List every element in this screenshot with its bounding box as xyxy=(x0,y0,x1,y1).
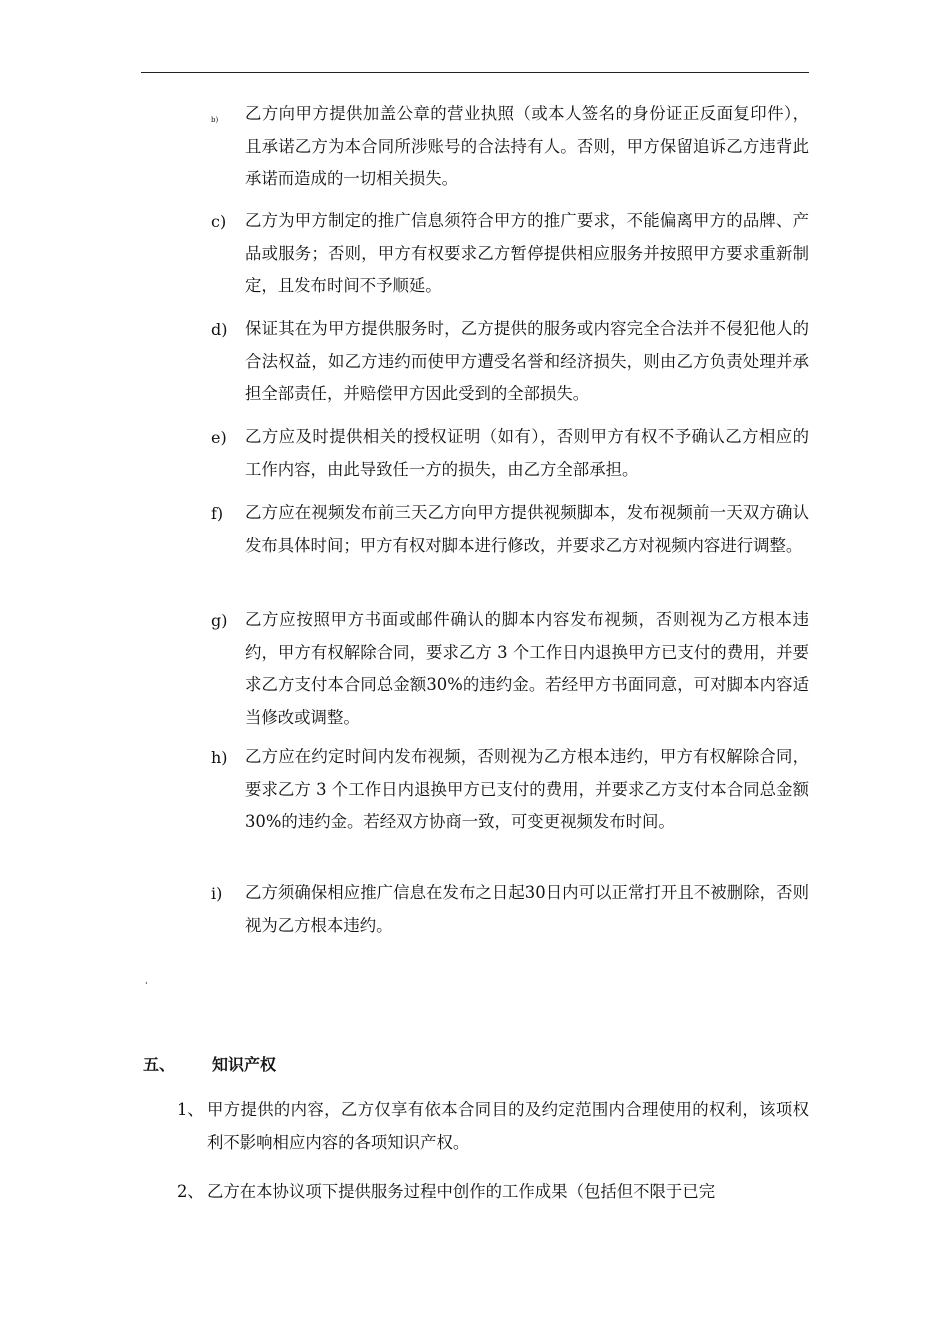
stray-mark: ˈ xyxy=(145,982,148,992)
clause-marker: d) xyxy=(211,320,228,339)
clause-marker: b) xyxy=(211,116,219,124)
clause-marker: c) xyxy=(211,212,227,231)
section-number: 五、 xyxy=(143,1055,176,1074)
clause-marker: f) xyxy=(211,504,224,523)
section-title: 知识产权 xyxy=(212,1055,277,1074)
item-text: 乙方在本协议项下提供服务过程中创作的工作成果（包括但不限于已完 xyxy=(207,1182,716,1201)
clause-text: 乙方应在约定时间内发布视频，否则视为乙方根本违约，甲方有权解除合同，要求乙方 3 个工作日内退换甲方已支付的费用，并要求乙方支付本合同总金额30%的违约金。若经双方协商一致，可变更视频发布时间。 xyxy=(245,747,809,831)
clause-text: 乙方为甲方制定的推广信息须符合甲方的推广要求，不能偏离甲方的品牌、产品或服务；否则，甲方有权要求乙方暂停提供相应服务并按照甲方要求重新制定，且发布时间不予顺延。 xyxy=(245,211,809,295)
item-text: 甲方提供的内容，乙方仅享有依本合同目的及约定范围内合理使用的权利，该项权利不影响相应内容的各项知识产权。 xyxy=(207,1100,809,1152)
clause-marker: g) xyxy=(211,611,228,630)
clause-text: 乙方向甲方提供加盖公章的营业执照（或本人签名的身份证正反面复印件），且承诺乙方为本合同所涉账号的合法持有人。否则，甲方保留追诉乙方违背此承诺而造成的一切相关损失。 xyxy=(245,104,809,188)
clause-text: 乙方应在视频发布前三天乙方向甲方提供视频脚本，发布视频前一天双方确认发布具体时间；甲方有权对脚本进行修改，并要求乙方对视频内容进行调整。 xyxy=(245,503,809,555)
numbered-item-2 xyxy=(177,1176,809,1209)
clause-text: 乙方须确保相应推广信息在发布之日起30日内可以正常打开且不被删除，否则视为乙方根本违约。 xyxy=(245,883,809,935)
clause-text: 保证其在为甲方提供服务时，乙方提供的服务或内容完全合法并不侵犯他人的合法权益，如乙方违约而使甲方遭受名誉和经济损失，则由乙方负责处理并承担全部责任，并赔偿甲方因此受到的全部损失。 xyxy=(245,319,809,403)
clause-marker: i) xyxy=(211,884,223,903)
clause-text: 乙方应及时提供相关的授权证明（如有），否则甲方有权不予确认乙方相应的工作内容，由此导致任一方的损失，由乙方全部承担。 xyxy=(245,427,809,479)
clause-marker: h) xyxy=(211,748,228,767)
clause-text: 乙方应按照甲方书面或邮件确认的脚本内容发布视频，否则视为乙方根本违约，甲方有权解除合同，要求乙方 3 个工作日内退换甲方已支付的费用，并要求乙方支付本合同总金额30%的违约金。若经甲方书面同意，可对脚本内容适当修改或调整。 xyxy=(245,610,809,727)
header-rule xyxy=(141,72,809,73)
numbered-item-1 xyxy=(177,1094,809,1159)
clause-marker: e) xyxy=(211,428,227,447)
item-number: 2、 xyxy=(177,1182,204,1201)
item-number: 1、 xyxy=(177,1100,204,1119)
